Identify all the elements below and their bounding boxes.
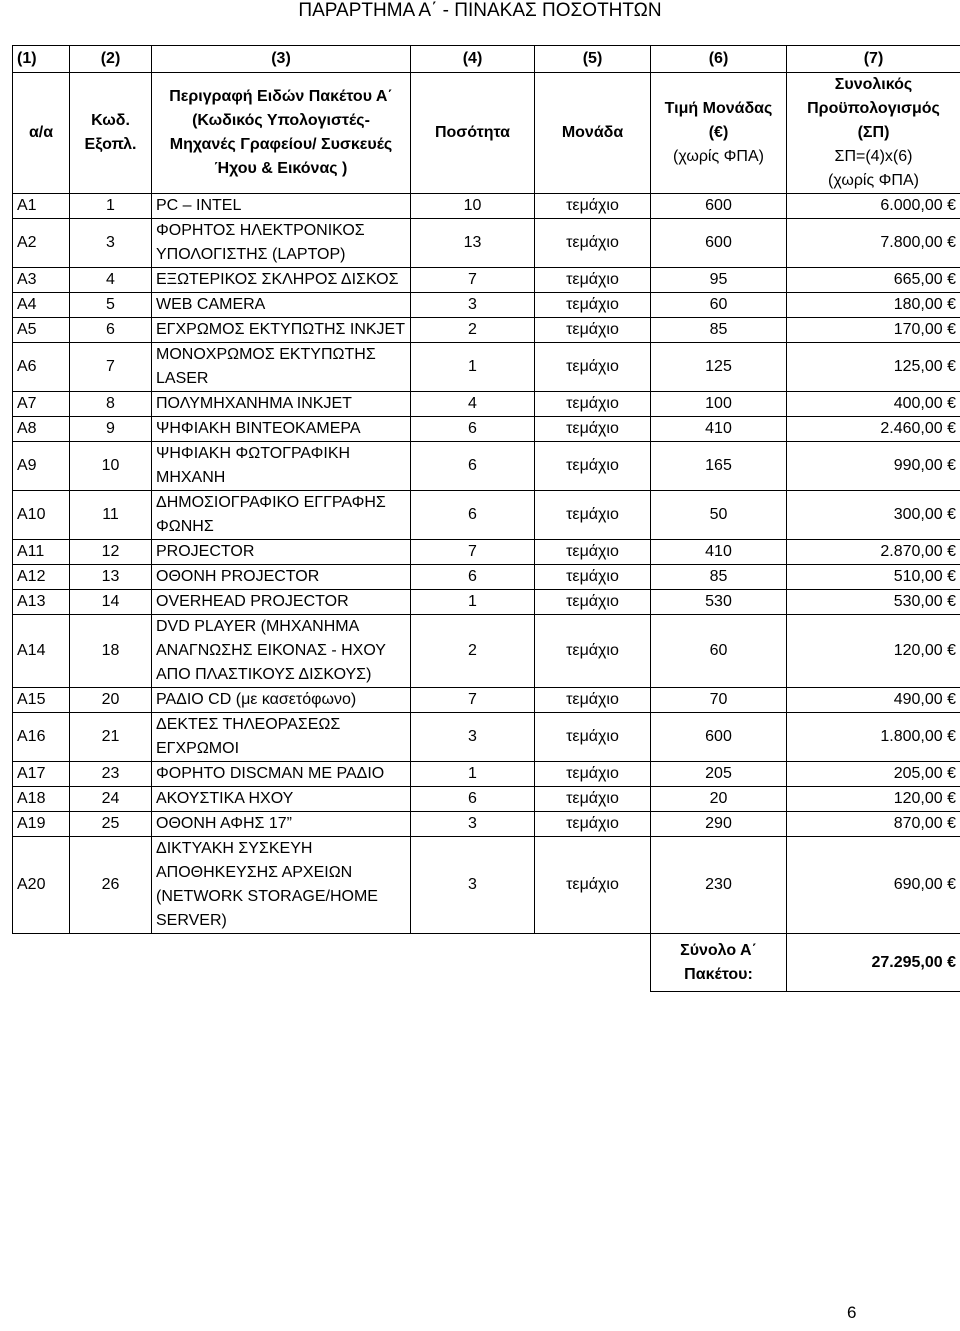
page-number: 6 <box>847 1303 857 1322</box>
row-description: ΔΕΚΤΕΣ ΤΗΛΕΟΡΑΣΕΩΣ ΕΓΧΡΩΜΟΙ <box>152 713 411 762</box>
row-aa: Α9 <box>13 442 70 491</box>
row-aa: Α12 <box>13 565 70 590</box>
table-row <box>13 194 960 219</box>
row-unit: τεμάχιο <box>535 565 651 590</box>
header-description-line: Ήχου & Εικόνας ) <box>214 160 348 177</box>
row-description: DVD PLAYER (ΜΗΧΑΝΗΜΑ ΑΝΑΓΝΩΣΗΣ ΕΙΚΟΝΑΣ - ΗΧΟΥ ΑΠΟ ΠΛΑΣΤΙΚΟΥΣ ΔΙΣΚΟΥΣ) <box>152 615 411 688</box>
row-code: 10 <box>70 442 152 491</box>
row-code: 6 <box>70 318 152 343</box>
column-number: (7) <box>787 46 960 73</box>
row-description: ΠΟΛΥΜΗΧΑΝΗΜΑ INKJET <box>152 392 411 417</box>
row-description: ΟΘΟΝΗ ΑΦΗΣ 17” <box>152 812 411 837</box>
row-description: ΡΑΔΙΟ CD (με κασετόφωνο) <box>152 688 411 713</box>
header-total-note: (χωρίς ΦΠΑ) <box>828 172 919 189</box>
column-number: (3) <box>152 46 411 73</box>
row-unit: τεμάχιο <box>535 318 651 343</box>
row-description: ΦΟΡΗΤΟ DISCMAN ΜΕ ΡΑΔΙΟ <box>152 762 411 787</box>
row-unit: τεμάχιο <box>535 417 651 442</box>
row-unit: τεμάχιο <box>535 713 651 762</box>
row-quantity: 4 <box>411 392 535 417</box>
row-code: 4 <box>70 268 152 293</box>
row-aa: Α17 <box>13 762 70 787</box>
row-quantity: 6 <box>411 491 535 540</box>
row-quantity: 6 <box>411 787 535 812</box>
row-unit: τεμάχιο <box>535 837 651 934</box>
row-total: 665,00 € <box>787 268 960 293</box>
row-unit: τεμάχιο <box>535 787 651 812</box>
row-unit: τεμάχιο <box>535 268 651 293</box>
row-unit: τεμάχιο <box>535 293 651 318</box>
column-number: (6) <box>651 46 787 73</box>
row-code: 20 <box>70 688 152 713</box>
table-row <box>13 343 960 392</box>
header-unit-price-label: Τιμή Μονάδας (€) <box>664 100 773 141</box>
row-unit-price: 230 <box>651 837 787 934</box>
table-row <box>13 565 960 590</box>
row-description: ΜΟΝΟΧΡΩΜΟΣ ΕΚΤΥΠΩΤΗΣ LASER <box>152 343 411 392</box>
row-description: ΨΗΦΙΑΚΗ ΦΩΤΟΓΡΑΦΙΚΗ ΜΗΧΑΝΗ <box>152 442 411 491</box>
row-quantity: 1 <box>411 343 535 392</box>
row-code: 9 <box>70 417 152 442</box>
row-total: 2.460,00 € <box>787 417 960 442</box>
row-unit: τεμάχιο <box>535 194 651 219</box>
row-total: 490,00 € <box>787 688 960 713</box>
row-total: 400,00 € <box>787 392 960 417</box>
row-total: 2.870,00 € <box>787 540 960 565</box>
row-aa: Α14 <box>13 615 70 688</box>
row-aa: Α3 <box>13 268 70 293</box>
row-aa: Α1 <box>13 194 70 219</box>
row-unit-price: 600 <box>651 713 787 762</box>
table-row <box>13 837 960 934</box>
table-row <box>13 219 960 268</box>
summary-row <box>13 934 960 992</box>
row-aa: Α13 <box>13 590 70 615</box>
header-unit-price-note: (χωρίς ΦΠΑ) <box>673 148 764 165</box>
row-unit-price: 60 <box>651 293 787 318</box>
row-unit-price: 100 <box>651 392 787 417</box>
summary-label: Σύνολο Α΄ Πακέτου: <box>651 934 787 992</box>
row-total: 120,00 € <box>787 615 960 688</box>
column-number: (4) <box>411 46 535 73</box>
header-aa: α/α <box>13 73 70 194</box>
row-total: 180,00 € <box>787 293 960 318</box>
row-total: 125,00 € <box>787 343 960 392</box>
row-code: 12 <box>70 540 152 565</box>
row-total: 1.800,00 € <box>787 713 960 762</box>
row-unit-price: 165 <box>651 442 787 491</box>
header-description-line: Μηχανές Γραφείου/ Συσκευές <box>169 136 393 153</box>
row-total: 170,00 € <box>787 318 960 343</box>
row-aa: Α19 <box>13 812 70 837</box>
row-unit-price: 125 <box>651 343 787 392</box>
row-code: 21 <box>70 713 152 762</box>
summary-value: 27.295,00 € <box>787 934 960 992</box>
row-unit: τεμάχιο <box>535 615 651 688</box>
row-total: 530,00 € <box>787 590 960 615</box>
table-row <box>13 713 960 762</box>
row-description: ΕΞΩΤΕΡΙΚΟΣ ΣΚΛΗΡΟΣ ΔΙΣΚΟΣ <box>152 268 411 293</box>
row-code: 23 <box>70 762 152 787</box>
table-row <box>13 268 960 293</box>
row-aa: Α7 <box>13 392 70 417</box>
table-row <box>13 491 960 540</box>
header-description <box>152 73 411 194</box>
row-quantity: 6 <box>411 442 535 491</box>
header-row <box>13 73 960 194</box>
row-code: 26 <box>70 837 152 934</box>
table-row <box>13 540 960 565</box>
row-code: 8 <box>70 392 152 417</box>
row-code: 13 <box>70 565 152 590</box>
row-description: ΔΙΚΤΥΑΚΗ ΣΥΣΚΕΥΗ ΑΠΟΘΗΚΕΥΣΗΣ ΑΡΧΕΙΩΝ (NETWORK STORAGE/HOME SERVER) <box>152 837 411 934</box>
row-quantity: 6 <box>411 417 535 442</box>
row-description: PROJECTOR <box>152 540 411 565</box>
row-aa: Α5 <box>13 318 70 343</box>
row-quantity: 3 <box>411 812 535 837</box>
row-description: ΑΚΟΥΣΤΙΚΑ ΗΧΟΥ <box>152 787 411 812</box>
row-code: 11 <box>70 491 152 540</box>
header-code: Κωδ. Εξοπλ. <box>70 73 152 194</box>
row-aa: Α4 <box>13 293 70 318</box>
row-description: ΨΗΦΙΑΚΗ ΒΙΝΤΕΟΚΑΜΕΡΑ <box>152 417 411 442</box>
header-description-line: Περιγραφή Ειδών Πακέτου Α΄ <box>169 88 393 105</box>
row-unit-price: 290 <box>651 812 787 837</box>
row-unit: τεμάχιο <box>535 590 651 615</box>
row-aa: Α11 <box>13 540 70 565</box>
row-unit-price: 410 <box>651 417 787 442</box>
row-description: OVERHEAD PROJECTOR <box>152 590 411 615</box>
row-description: ΟΘΟΝΗ PROJECTOR <box>152 565 411 590</box>
column-number-row <box>13 46 960 73</box>
row-unit-price: 600 <box>651 194 787 219</box>
table-row <box>13 590 960 615</box>
row-quantity: 7 <box>411 268 535 293</box>
row-unit-price: 20 <box>651 787 787 812</box>
row-unit: τεμάχιο <box>535 219 651 268</box>
row-description: ΔΗΜΟΣΙΟΓΡΑΦΙΚΟ ΕΓΓΡΑΦΗΣ ΦΩΝΗΣ <box>152 491 411 540</box>
page-title: ΠΑΡΑΡΤΗΜΑ Α΄ - ΠΙΝΑΚΑΣ ΠΟΣΟΤΗΤΩΝ <box>298 0 662 21</box>
row-aa: Α8 <box>13 417 70 442</box>
row-code: 24 <box>70 787 152 812</box>
row-unit: τεμάχιο <box>535 343 651 392</box>
row-unit: τεμάχιο <box>535 812 651 837</box>
row-code: 25 <box>70 812 152 837</box>
row-total: 300,00 € <box>787 491 960 540</box>
header-total <box>787 73 960 194</box>
column-number: (1) <box>13 46 70 73</box>
row-unit: τεμάχιο <box>535 442 651 491</box>
row-total: 690,00 € <box>787 837 960 934</box>
row-aa: Α18 <box>13 787 70 812</box>
row-description: WEB CAMERA <box>152 293 411 318</box>
row-code: 1 <box>70 194 152 219</box>
column-number: (2) <box>70 46 152 73</box>
row-code: 3 <box>70 219 152 268</box>
table-row <box>13 688 960 713</box>
row-aa: Α20 <box>13 837 70 934</box>
row-total: 990,00 € <box>787 442 960 491</box>
header-total-label: Συνολικός Προϋπολογισμός (ΣΠ) <box>807 76 940 141</box>
row-quantity: 3 <box>411 837 535 934</box>
row-aa: Α16 <box>13 713 70 762</box>
row-description: ΦΟΡΗΤΟΣ ΗΛΕΚΤΡΟΝΙΚΟΣ ΥΠΟΛΟΓΙΣΤΗΣ (LAPTOP) <box>152 219 411 268</box>
row-total: 205,00 € <box>787 762 960 787</box>
row-unit-price: 95 <box>651 268 787 293</box>
row-aa: Α2 <box>13 219 70 268</box>
row-code: 7 <box>70 343 152 392</box>
header-unit: Μονάδα <box>535 73 651 194</box>
table-row <box>13 392 960 417</box>
row-quantity: 7 <box>411 540 535 565</box>
table-row <box>13 812 960 837</box>
header-quantity: Ποσότητα <box>411 73 535 194</box>
row-quantity: 1 <box>411 590 535 615</box>
table-row <box>13 762 960 787</box>
row-unit-price: 410 <box>651 540 787 565</box>
column-number: (5) <box>535 46 651 73</box>
table-row <box>13 787 960 812</box>
row-unit: τεμάχιο <box>535 540 651 565</box>
row-unit: τεμάχιο <box>535 392 651 417</box>
row-quantity: 3 <box>411 713 535 762</box>
row-total: 120,00 € <box>787 787 960 812</box>
row-unit-price: 600 <box>651 219 787 268</box>
row-quantity: 2 <box>411 318 535 343</box>
row-unit-price: 60 <box>651 615 787 688</box>
table-row <box>13 417 960 442</box>
row-unit-price: 70 <box>651 688 787 713</box>
row-quantity: 6 <box>411 565 535 590</box>
row-quantity: 1 <box>411 762 535 787</box>
table-row <box>13 615 960 688</box>
row-code: 14 <box>70 590 152 615</box>
row-aa: Α15 <box>13 688 70 713</box>
row-aa: Α10 <box>13 491 70 540</box>
row-unit-price: 50 <box>651 491 787 540</box>
row-unit-price: 205 <box>651 762 787 787</box>
row-code: 18 <box>70 615 152 688</box>
row-unit: τεμάχιο <box>535 688 651 713</box>
row-total: 870,00 € <box>787 812 960 837</box>
row-unit: τεμάχιο <box>535 491 651 540</box>
row-code: 5 <box>70 293 152 318</box>
row-quantity: 13 <box>411 219 535 268</box>
row-aa: Α6 <box>13 343 70 392</box>
quantities-table <box>12 45 960 992</box>
table-row <box>13 293 960 318</box>
row-total: 7.800,00 € <box>787 219 960 268</box>
row-unit-price: 85 <box>651 318 787 343</box>
row-quantity: 10 <box>411 194 535 219</box>
table-row <box>13 442 960 491</box>
table-body <box>13 194 960 934</box>
header-description-line: (Κωδικός Υπολογιστές- <box>192 112 370 129</box>
row-total: 510,00 € <box>787 565 960 590</box>
row-quantity: 2 <box>411 615 535 688</box>
summary-spacer <box>13 934 651 992</box>
row-description: PC – INTEL <box>152 194 411 219</box>
row-unit-price: 530 <box>651 590 787 615</box>
row-quantity: 3 <box>411 293 535 318</box>
row-unit-price: 85 <box>651 565 787 590</box>
row-description: ΕΓΧΡΩΜΟΣ ΕΚΤΥΠΩΤΗΣ INKJET <box>152 318 411 343</box>
row-quantity: 7 <box>411 688 535 713</box>
table-row <box>13 318 960 343</box>
row-unit: τεμάχιο <box>535 762 651 787</box>
header-unit-price <box>651 73 787 194</box>
header-total-formula: ΣΠ=(4)x(6) <box>834 148 913 165</box>
row-total: 6.000,00 € <box>787 194 960 219</box>
